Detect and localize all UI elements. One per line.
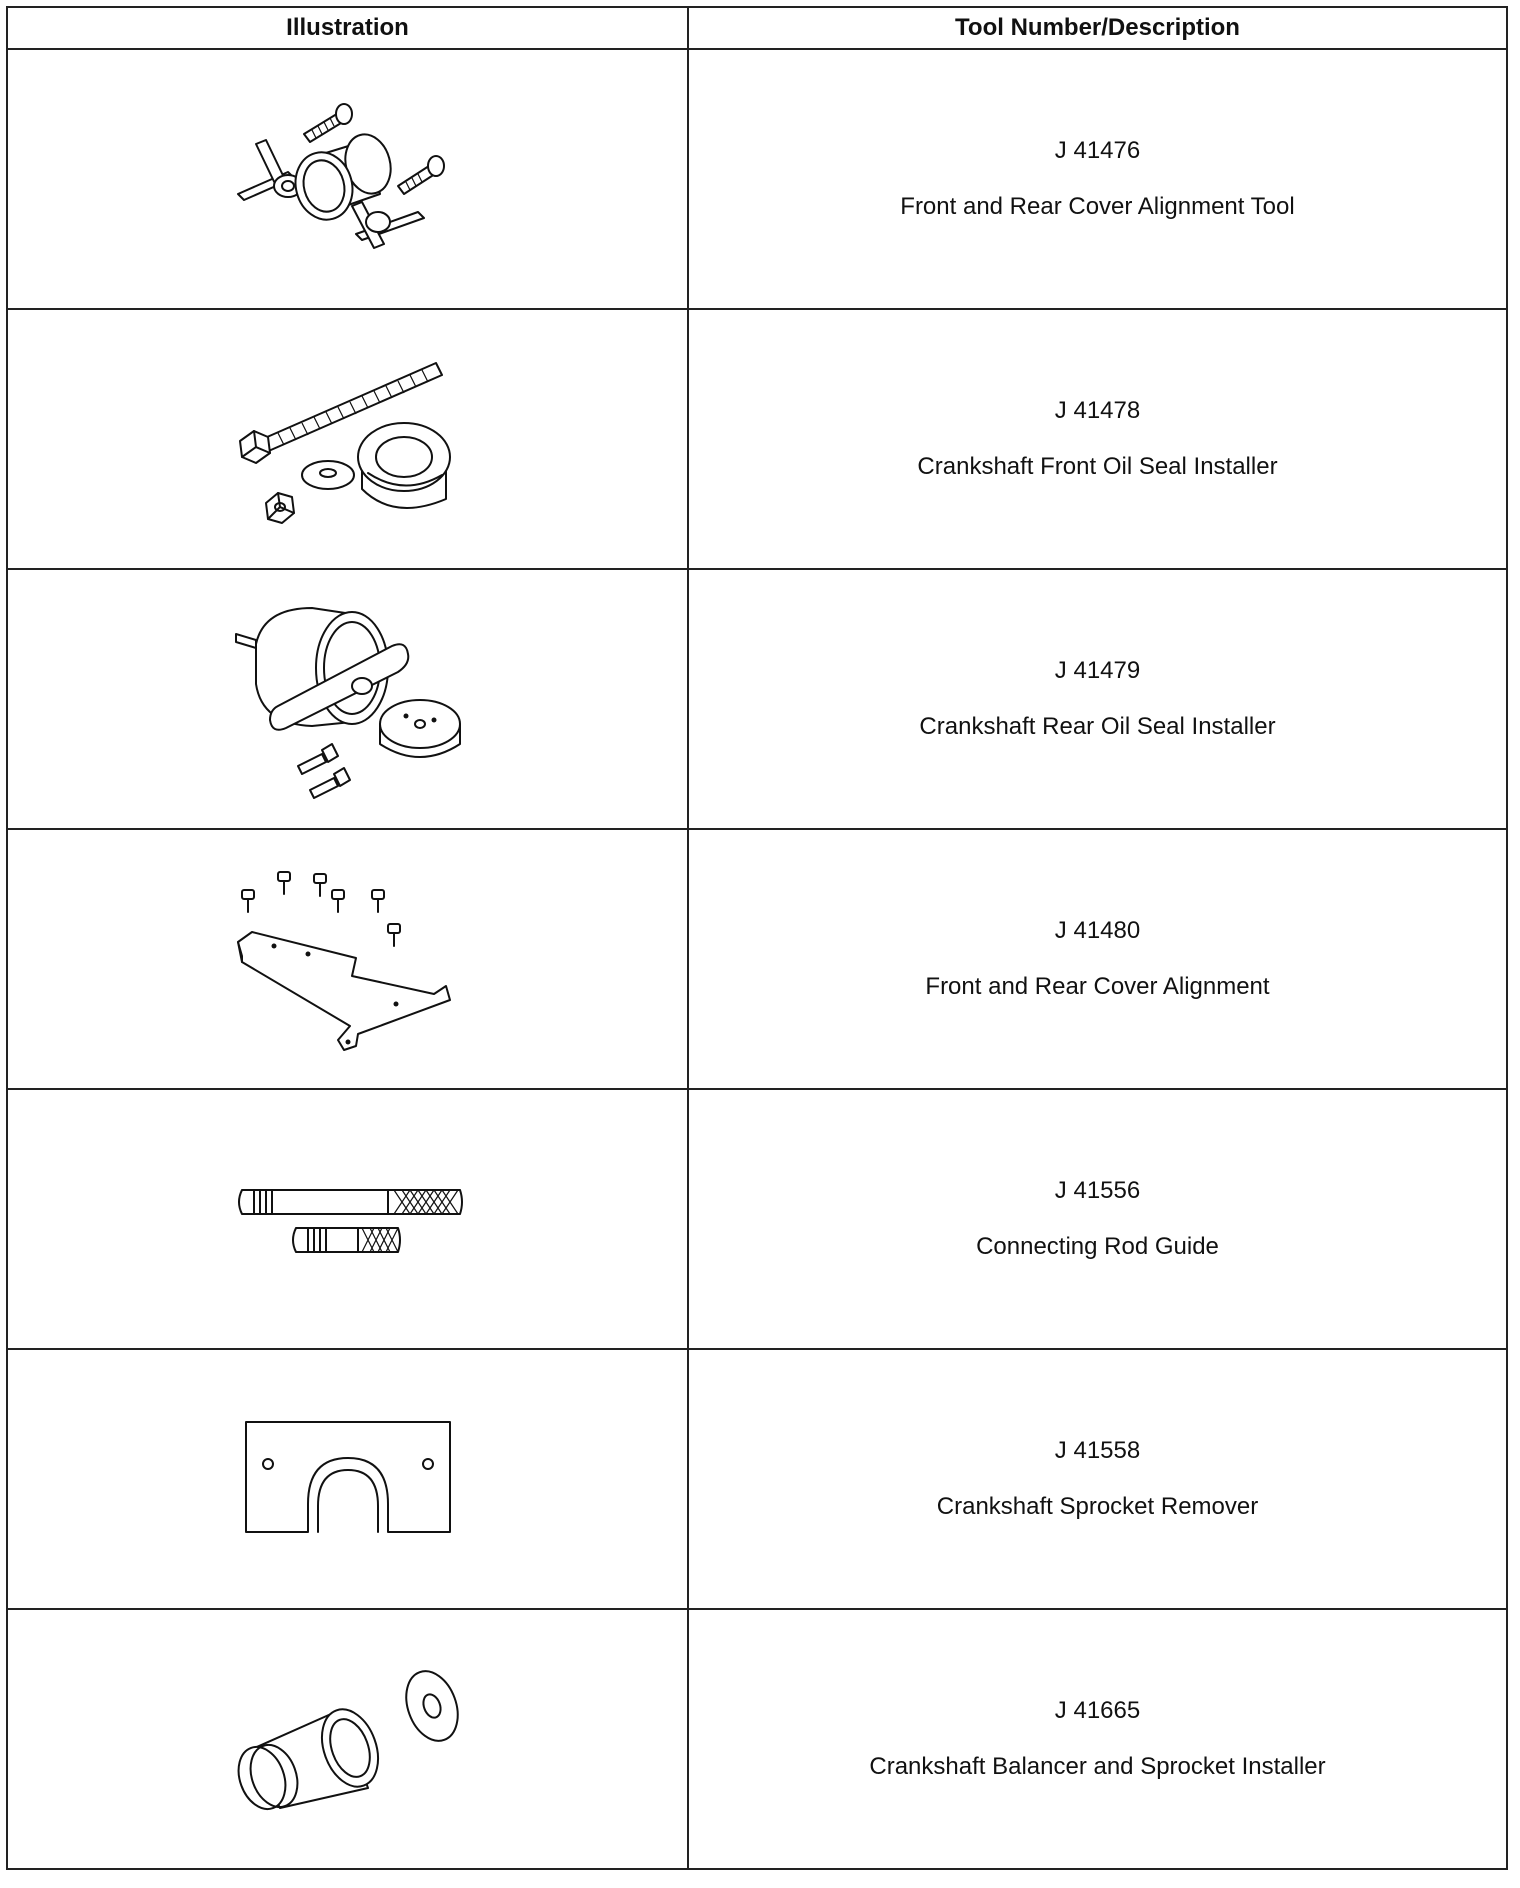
tool-description: Front and Rear Cover Alignment Tool [900,193,1295,220]
front-oil-seal-installer-icon [228,349,468,529]
table-row [7,1609,1507,1869]
rear-oil-seal-installer-icon [228,594,468,804]
table-row [7,829,1507,1089]
illustration-header: Illustration [7,7,688,49]
tool-info-cell [688,309,1507,569]
balancer-installer-icon [228,1664,468,1814]
illustration-cell [7,1089,688,1349]
header-row [7,7,1507,49]
table-row [7,569,1507,829]
tool-number: J 41478 [1054,397,1141,424]
illustration-cell [7,829,688,1089]
sprocket-remover-icon [238,1414,458,1544]
table-row [7,49,1507,309]
table-row [7,309,1507,569]
tool-description: Front and Rear Cover Alignment [925,973,1270,1000]
special-tools-table [6,6,1508,1870]
tool-description: Connecting Rod Guide [976,1233,1219,1260]
tool-info-cell [688,49,1507,309]
tool-description: Crankshaft Rear Oil Seal Installer [919,713,1276,740]
tool-number: J 41665 [1054,1697,1141,1724]
tool-info-cell [688,1609,1507,1869]
tool-info-cell [688,1089,1507,1349]
tool-description: Crankshaft Front Oil Seal Installer [917,453,1278,480]
tool-description: Crankshaft Balancer and Sprocket Installer [869,1753,1326,1780]
alignment-plate-icon [228,864,468,1054]
tool-number: J 41556 [1054,1177,1141,1204]
cover-alignment-tool-icon [228,94,468,264]
illustration-cell [7,49,688,309]
table-row [7,1349,1507,1609]
illustration-cell [7,1349,688,1609]
tool-number: J 41558 [1054,1437,1141,1464]
illustration-cell [7,569,688,829]
tool-info-cell [688,569,1507,829]
tool-number: J 41479 [1054,657,1141,684]
table-row [7,1089,1507,1349]
illustration-cell [7,309,688,569]
tool-number: J 41480 [1054,917,1141,944]
tool-description: Crankshaft Sprocket Remover [936,1493,1259,1520]
tool-info-cell [688,829,1507,1089]
tool-number: J 41476 [1054,137,1141,164]
tool-info-cell [688,1349,1507,1609]
connecting-rod-guide-icon [228,1174,468,1264]
tool-header: Tool Number/Description [688,7,1507,49]
illustration-cell [7,1609,688,1869]
